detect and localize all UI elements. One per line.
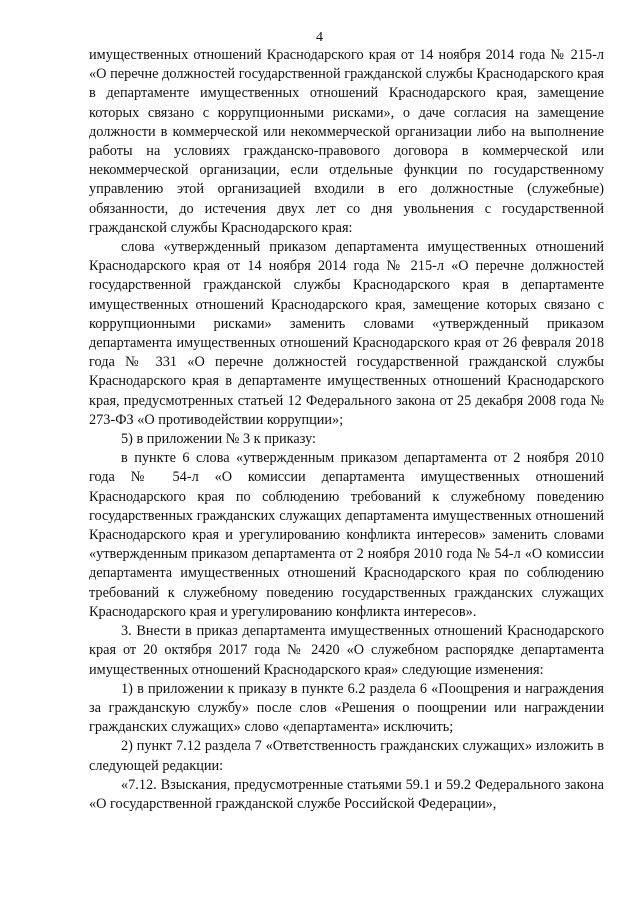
paragraph: в пункте 6 слова «утвержденным приказом департамента от 2 ноября 2010 года № 54-л «О комиссии департамента имущественных отношений Краснодарского края по соблюдению требований к служебному поведению государственных гражданских служащих департамента имущественных отношений Краснодарского края и урегулированию конфликта интересов» заменить словами «утвержденным приказом департамента от 2 ноября 2010 года № 54-л «О комиссии департамента имущественных отношений Краснодарского края по соблюдению требований к служебному поведению государственных гражданских служащих Краснодарского края и урегулированию конфликта интересов».	[89, 450, 604, 620]
paragraph: 2) пункт 7.12 раздела 7 «Ответственность гражданских служащих» изложить в следующей редакции:	[89, 738, 604, 774]
paragraph: 1) в приложении к приказу в пункте 6.2 раздела 6 «Поощрения и награждения за гражданскую службу» после слов «Решения о поощрении или награждении гражданских служащих» слово «департамента» исключить;	[89, 680, 604, 736]
document-body	[89, 46, 604, 814]
page-number: 4	[316, 30, 323, 45]
paragraph: слова «утвержденный приказом департамента имущественных отношений Краснодарского края от 14 ноября 2014 года № 215-л «О перечне должностей государственной гражданской службы Краснодарского края в департаменте имущественных отношений Краснодарского края, замещение которых связано с коррупционными рисками» заменить словами «утвержденный приказом департамента имущественных отношений Краснодарского края от 26 февраля 2018 года № 331 «О перечне должностей государственной гражданской службы Краснодарского края в департаменте имущественных отношений Краснодарского края, предусмотренных статьей 12 Федерального закона от 25 декабря 2008 года № 273-ФЗ «О противодействии коррупции»;	[89, 239, 604, 428]
paragraph: 3. Внести в приказ департамента имущественных отношений Краснодарского края от 20 октября 2017 года № 2420 «О служебном распорядке департамента имущественных отношений Краснодарского края» следующие изменения:	[89, 623, 604, 678]
paragraph: «7.12. Взыскания, предусмотренные статьями 59.1 и 59.2 Федерального закона «О государственной гражданской службе Российской Федерации»,	[89, 776, 604, 812]
paragraph: 5) в приложении № 3 к приказу:	[121, 431, 317, 448]
paragraph: имущественных отношений Краснодарского края от 14 ноября 2014 года № 215-л «О перечне должностей государственной гражданской службы Краснодарского края в департаменте имущественных отношений Краснодарского края, замещение которых связано с коррупционными рисками», о даче согласия на замещение должности в коммерческой или некоммерческой организации либо на выполнение работы на условиях гражданско-правового договора в коммерческой или некоммерческой организации, если отдельные функции по государственному управлению этой организацией входили в его должностные (служебные) обязанности, до истечения двух лет со дня увольнения с государственной гражданской службы Краснодарского края:	[89, 47, 604, 236]
